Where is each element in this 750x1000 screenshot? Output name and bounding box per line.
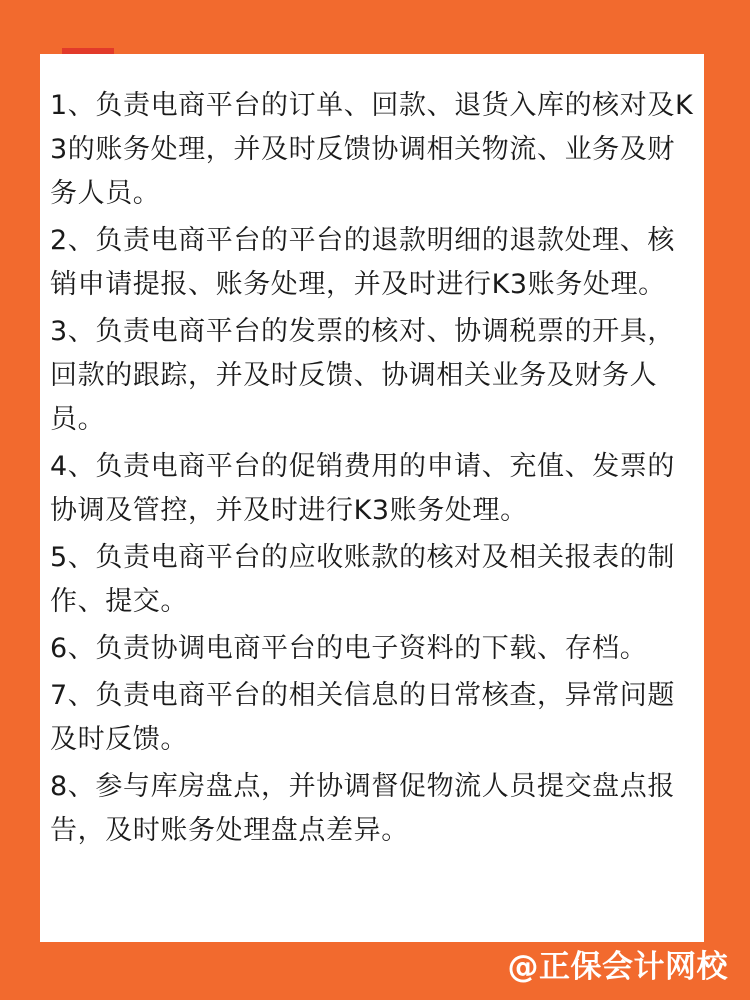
duty-item-8: 8、参与库房盘点，并协调督促物流人员提交盘点报告，及时账务处理盘点差异。 [50,771,675,846]
brand-watermark: @正保会计网校 [507,949,728,985]
duty-item-3: 3、负责电商平台的发票的核对、协调税票的开具，回款的跟踪，并及时反馈、协调相关业务及财务人员。 [50,316,675,435]
duty-item-7: 7、负责电商平台的相关信息的日常核查，异常问题及时反馈。 [50,680,675,755]
duty-list [50,84,698,856]
duty-item-1: 1、负责电商平台的订单、回款、退货入库的核对及K3的账务处理，并及时反馈协调相关物流、业务及财务人员。 [50,90,694,209]
duty-item-5: 5、负责电商平台的应收账款的核对及相关报表的制作、提交。 [50,542,675,617]
duty-item-4: 4、负责电商平台的促销费用的申请、充值、发票的协调及管控，并及时进行K3账务处理。 [50,451,675,526]
duty-item-6: 6、负责协调电商平台的电子资料的下载、存档。 [50,633,648,664]
duty-item-2: 2、负责电商平台的平台的退款明细的退款处理、核销申请提报、账务处理，并及时进行K3账务处理。 [50,225,675,300]
